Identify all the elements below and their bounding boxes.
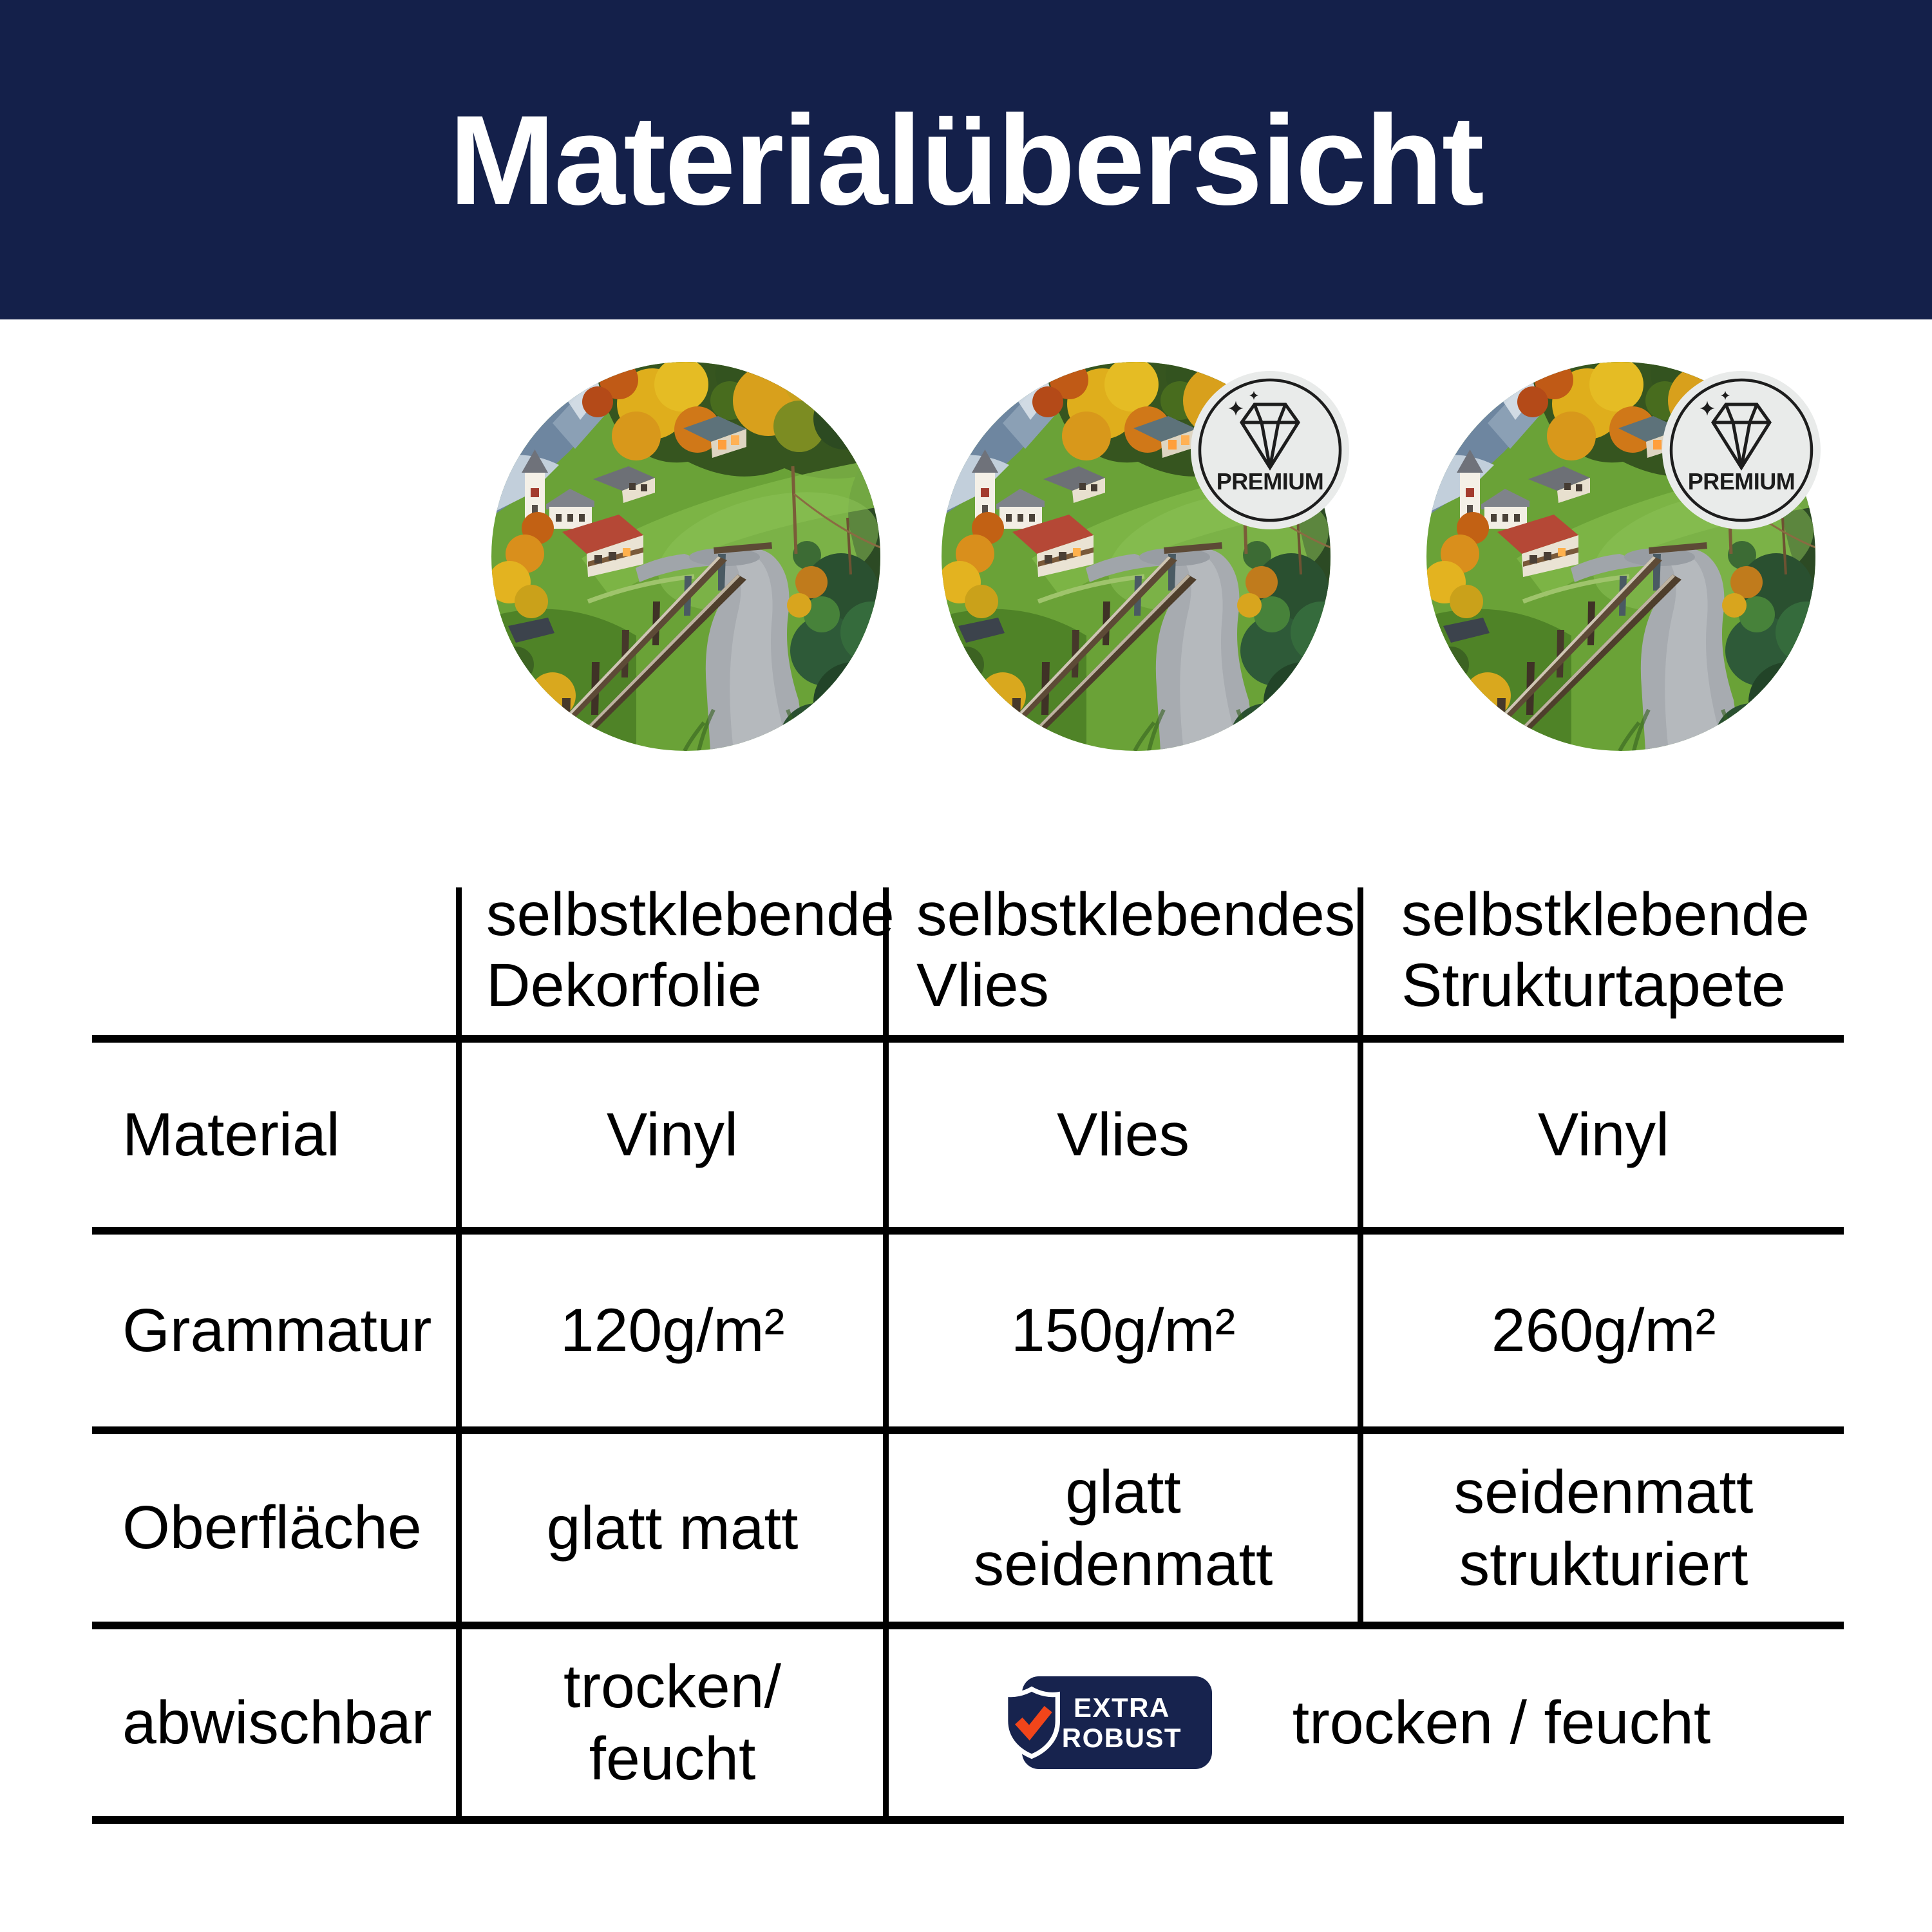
diamond-icon: [1191, 371, 1349, 529]
extra-robust-line2: ROBUST: [1061, 1723, 1182, 1753]
row-label-material: Material: [122, 1100, 340, 1169]
cell-line: seidenmatt: [1454, 1457, 1754, 1526]
cell-oberflaeche-vlies: [889, 1434, 1358, 1622]
cell-line: seidenmatt: [973, 1530, 1273, 1598]
column-header-line: selbstklebendes: [916, 880, 1356, 949]
cell-oberflaeche-strukturtapete: [1363, 1434, 1844, 1622]
cell-material-vlies: Vlies: [1057, 1101, 1189, 1169]
cell-oberflaeche-dekorfolie: glatt matt: [546, 1493, 799, 1562]
cell-grammatur-strukturtapete: 260g/m²: [1491, 1296, 1716, 1365]
premium-badge: [1191, 371, 1349, 529]
premium-badge-label: PREMIUM: [1216, 468, 1324, 495]
cell-abwischbar-dekorfolie: [462, 1629, 883, 1816]
cell-line: feucht: [589, 1725, 756, 1793]
row-label-oberflaeche: Oberfläche: [122, 1493, 422, 1562]
cell-grammatur-vlies: 150g/m²: [1010, 1296, 1236, 1365]
column-header-line: selbstklebende: [1401, 880, 1810, 949]
row-label-abwischbar: abwischbar: [122, 1688, 432, 1757]
extra-robust-badge: [1022, 1676, 1212, 1769]
diamond-icon: [1662, 371, 1821, 529]
table-column-divider-1: [456, 887, 462, 1824]
extra-robust-line1: EXTRA: [1073, 1692, 1170, 1723]
table-column-divider-3: [1358, 887, 1363, 1629]
column-header-line: Strukturtapete: [1401, 951, 1786, 1019]
page-title: Materialübersicht: [449, 88, 1483, 231]
cell-abwischbar-value: trocken / feucht: [1292, 1689, 1711, 1757]
table-line-row1: [92, 1227, 1844, 1235]
shield-check-icon: [996, 1684, 1067, 1761]
table-line-row3: [92, 1622, 1844, 1629]
column-header-line: Vlies: [916, 951, 1049, 1019]
alpine-village-photo: [491, 362, 880, 751]
table-line-row2: [92, 1426, 1844, 1434]
column-header-dekorfolie: [486, 879, 895, 1021]
table-column-divider-2: [883, 887, 889, 1824]
row-label-grammatur: Grammatur: [122, 1296, 432, 1365]
column-header-line: Dekorfolie: [486, 951, 762, 1019]
cell-material-strukturtapete: Vinyl: [1537, 1101, 1670, 1169]
product-photo-dekorfolie: [491, 362, 880, 751]
cell-abwischbar-merged: [889, 1629, 1844, 1816]
cell-grammatur-dekorfolie: 120g/m²: [560, 1296, 785, 1365]
header-banner: [0, 0, 1932, 319]
cell-line: strukturiert: [1459, 1530, 1748, 1598]
table-line-top: [92, 1035, 1844, 1043]
column-header-strukturtapete: [1401, 879, 1810, 1021]
extra-robust-label: [1062, 1692, 1182, 1753]
premium-badge: [1662, 371, 1821, 529]
column-header-line: selbstklebende: [486, 880, 895, 949]
table-line-bottom: [92, 1816, 1844, 1824]
cell-line: trocken/: [564, 1653, 781, 1721]
column-header-vlies: [916, 879, 1355, 1021]
cell-line: glatt: [1065, 1457, 1181, 1526]
premium-badge-label: PREMIUM: [1687, 468, 1795, 495]
cell-material-dekorfolie: Vinyl: [606, 1101, 739, 1169]
